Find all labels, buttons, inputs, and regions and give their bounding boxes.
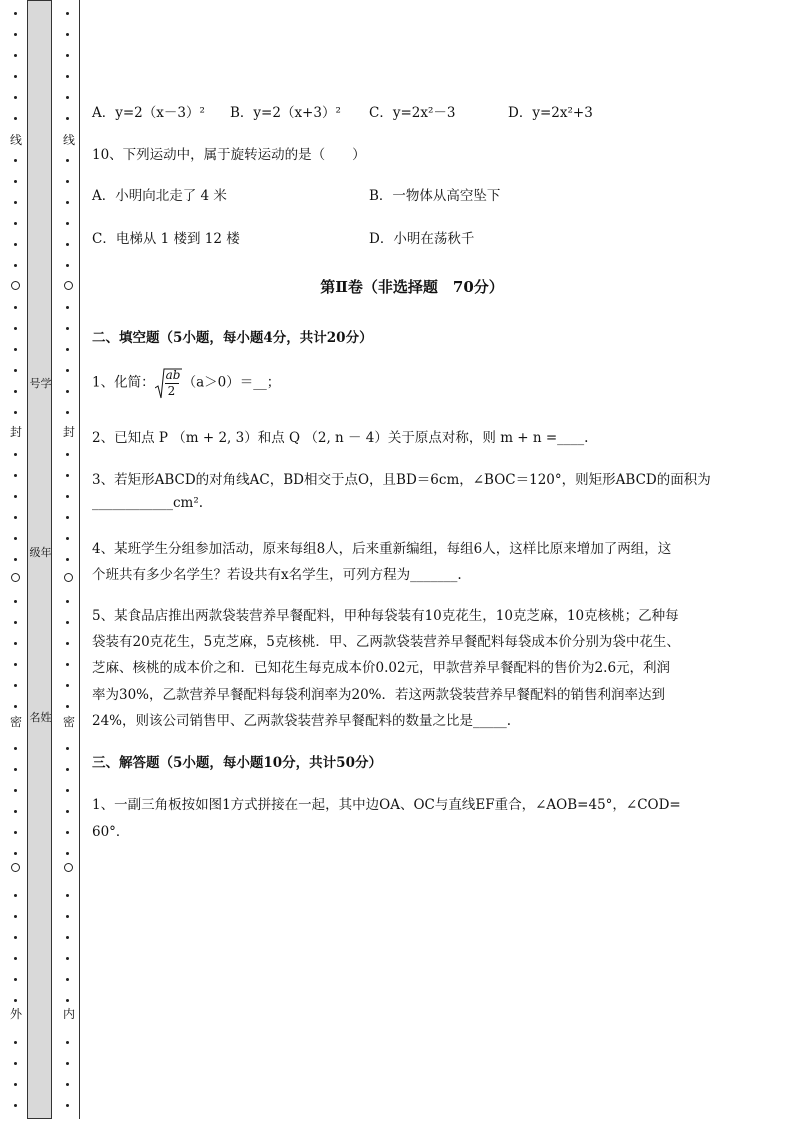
binding-dot [14, 243, 17, 246]
binding-dot [66, 978, 69, 981]
binding-dot [14, 159, 17, 162]
fill-q1 [92, 368, 280, 398]
fill-q4-line2: 个班共有多少名学生？若设共有x名学生，可列方程为_______. [92, 567, 462, 583]
binding-dot [14, 96, 17, 99]
outer-line-mark: 线 [9, 133, 22, 147]
binding-dot [14, 789, 17, 792]
fill-q3-line1: 3、若矩形ABCD的对角线AC，BD相交于点O，且BD＝6cm，∠BOC＝120°，则矩形ABCD的面积为 [92, 472, 711, 488]
inner-line-mark: 线 [62, 133, 75, 147]
binding-dot [14, 201, 17, 204]
binding-dot [66, 600, 69, 603]
part2-title: 第Ⅱ卷（非选择题 70分） [320, 278, 504, 296]
binding-dot [66, 117, 69, 120]
inner-ring-icon [64, 863, 73, 872]
binding-dot [66, 789, 69, 792]
binding-dot [66, 75, 69, 78]
outer-binding-margin [0, 0, 28, 1123]
binding-dot [14, 222, 17, 225]
binding-dot [14, 747, 17, 750]
outer-ring-icon [11, 573, 20, 582]
binding-dot [66, 642, 69, 645]
fill-q5-line4: 率为30%，乙款营养早餐配料每袋利润率为20%．若这两款袋装营养早餐配料的销售利润率达到 [92, 687, 666, 703]
fraction-numerator: ab [165, 368, 181, 382]
binding-dot [66, 327, 69, 330]
binding-dot [66, 1104, 69, 1107]
fraction-denominator: 2 [167, 384, 176, 398]
fill-q2: 2、已知点 P （m + 2, 3）和点 Q （2, n － 4）关于原点对称，则 m + n =____. [92, 430, 589, 446]
fill-q1-suffix: （a＞0）＝__； [182, 374, 281, 391]
binding-dot [66, 390, 69, 393]
fill-section-title: 二、填空题（5小题，每小题4分，共计20分） [92, 330, 373, 346]
binding-dot [14, 264, 17, 267]
fill-q5-line2: 袋装有20克花生，5克芝麻，5克核桃．甲、乙两款袋装营养早餐配料每袋成本价分别为袋中花生、 [92, 634, 680, 650]
binding-dot [14, 495, 17, 498]
binding-dot [66, 915, 69, 918]
inner-secret-mark: 密 [62, 715, 75, 729]
binding-dot [66, 54, 69, 57]
answer-q1-line1: 1、一副三角板按如图1方式拼接在一起，其中边OA、OC与直线EF重合，∠AOB=45°，∠COD= [92, 797, 681, 813]
fill-q3-line2: ____________cm². [92, 495, 204, 511]
outer-ring-icon [11, 281, 20, 290]
answer-section-title: 三、解答题（5小题，每小题10分，共计50分） [92, 755, 382, 771]
binding-dot [66, 894, 69, 897]
binding-dot [14, 33, 17, 36]
binding-dot [14, 957, 17, 960]
binding-dot [66, 936, 69, 939]
binding-dot [14, 558, 17, 561]
binding-dot [14, 642, 17, 645]
binding-dot [14, 75, 17, 78]
inner-inside-mark: 内 [62, 1007, 75, 1021]
binding-dot [14, 600, 17, 603]
binding-dot [66, 33, 69, 36]
q9-option-c: C．y=2x²－3 [369, 105, 456, 121]
binding-dot [66, 852, 69, 855]
binding-dot [66, 474, 69, 477]
inner-ring-icon [64, 573, 73, 582]
binding-dot [14, 1104, 17, 1107]
binding-dot [14, 768, 17, 771]
binding-dot [66, 453, 69, 456]
q10-stem: 10、下列运动中，属于旋转运动的是（ ） [92, 147, 366, 163]
outer-ring-icon [11, 863, 20, 872]
binding-dot [14, 390, 17, 393]
fill-q4-line1: 4、某班学生分组参加活动，原来每组8人，后来重新编组，每组6人，这样比原来增加了两组，这 [92, 541, 672, 557]
binding-dot [14, 1062, 17, 1065]
answer-q1-line2: 60°． [92, 824, 130, 840]
fill-q5-line1: 5、某食品店推出两款袋装营养早餐配料，甲种每袋装有10克花生，10克芝麻，10克核桃；乙种每 [92, 608, 679, 624]
binding-dot [66, 222, 69, 225]
binding-dot [14, 831, 17, 834]
binding-dot [66, 999, 69, 1002]
outer-secret-mark: 密 [9, 715, 22, 729]
binding-dot [14, 936, 17, 939]
binding-dot [66, 1041, 69, 1044]
binding-dot [14, 306, 17, 309]
binding-dot [66, 1083, 69, 1086]
binding-dot [14, 411, 17, 414]
binding-dot [66, 12, 69, 15]
binding-dot [66, 264, 69, 267]
binding-dot [14, 705, 17, 708]
binding-dot [66, 768, 69, 771]
binding-dot [14, 453, 17, 456]
binding-dot [14, 810, 17, 813]
binding-dot [14, 348, 17, 351]
binding-dot [14, 537, 17, 540]
q10-option-c: C．电梯从 1 楼到 12 楼 [92, 231, 240, 247]
binding-dot [14, 684, 17, 687]
q10-option-b: B．一物体从高空坠下 [369, 188, 501, 204]
binding-dot [14, 369, 17, 372]
binding-dot [14, 117, 17, 120]
binding-dot [66, 516, 69, 519]
inner-ring-icon [64, 281, 73, 290]
student-info-band [27, 0, 52, 1119]
binding-dot [66, 1062, 69, 1065]
binding-dot [14, 516, 17, 519]
outer-outside-mark: 外 [9, 1007, 22, 1021]
binding-dot [66, 747, 69, 750]
binding-dot [14, 12, 17, 15]
binding-dot [14, 999, 17, 1002]
binding-dot [66, 537, 69, 540]
binding-dot [66, 411, 69, 414]
q9-option-a: A．y=2（x－3）² [92, 105, 205, 121]
inner-binding-margin [55, 0, 80, 1119]
name-label: 名姓 [29, 711, 52, 724]
binding-dot [66, 705, 69, 708]
sqrt-fraction [155, 368, 183, 398]
inner-seal-mark: 封 [62, 425, 75, 439]
binding-dot [14, 474, 17, 477]
fill-q1-prefix: 1、化简： [92, 374, 155, 391]
binding-dot [14, 1083, 17, 1086]
binding-dot [14, 852, 17, 855]
q10-option-d: D．小明在荡秋千 [369, 231, 475, 247]
binding-dot [14, 54, 17, 57]
binding-dot [66, 348, 69, 351]
q9-option-b: B．y=2（x+3）² [230, 105, 341, 121]
q10-option-a: A．小明向北走了 4 米 [92, 188, 227, 204]
binding-dot [66, 201, 69, 204]
binding-dot [66, 159, 69, 162]
binding-dot [66, 663, 69, 666]
binding-dot [66, 810, 69, 813]
binding-dot [14, 621, 17, 624]
binding-dot [14, 915, 17, 918]
binding-dot [66, 558, 69, 561]
binding-dot [66, 369, 69, 372]
binding-dot [14, 978, 17, 981]
fill-q5-line5: 24%，则该公司销售甲、乙两款袋装营养早餐配料的数量之比是_____. [92, 713, 512, 729]
binding-dot [14, 1041, 17, 1044]
binding-dot [14, 894, 17, 897]
fill-q5-line3: 芝麻、核桃的成本价之和．已知花生每克成本价0.02元，甲款营养早餐配料的售价为2.6元，利润 [92, 660, 671, 676]
binding-dot [66, 621, 69, 624]
binding-dot [66, 306, 69, 309]
binding-dot [66, 957, 69, 960]
binding-dot [66, 684, 69, 687]
binding-dot [66, 495, 69, 498]
q9-option-d: D．y=2x²+3 [508, 105, 593, 121]
binding-dot [14, 663, 17, 666]
binding-dot [66, 180, 69, 183]
binding-dot [14, 180, 17, 183]
binding-dot [66, 831, 69, 834]
outer-seal-mark: 封 [9, 425, 22, 439]
grade-label: 级年 [29, 546, 52, 559]
binding-dot [66, 243, 69, 246]
binding-dot [14, 327, 17, 330]
student-number-label: 号学 [29, 377, 52, 390]
binding-dot [66, 96, 69, 99]
